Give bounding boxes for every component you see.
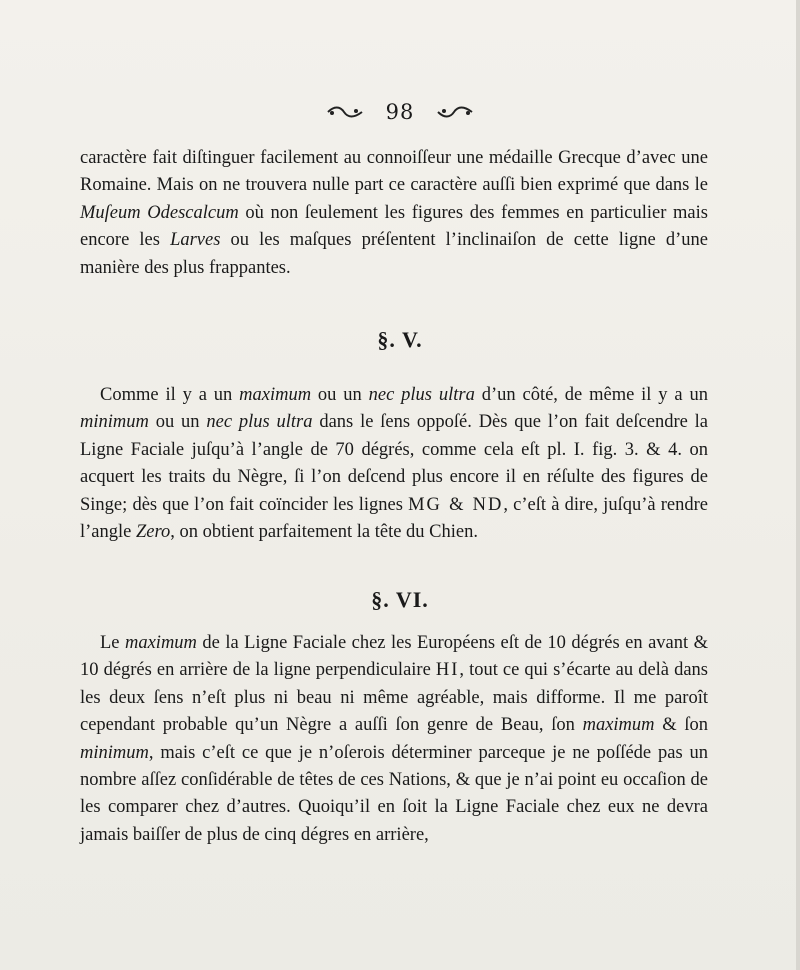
left-ornament-icon xyxy=(326,105,364,119)
section-v-paragraph: Comme il y a un maximum ou un nec plus ultra d’un côté, de même il y a un minimum ou un nec plus ultra dans le ſens oppoſé. Dès que l’on fait deſcendre la Ligne Faciale juſqu’à l’angle de 70 dégrés, comme cela eſt pl. I. fig. 3. & 4. on acquert les traits du Nègre, ſi l’on deſcend plus encore il en réſulte des figures de Singe; dès que l’on fait coïncider les lignes MG & ND, c’eſt à dire, juſqu’à rendre l’angle Zero, on obtient parfaitement la tête du Chien. xyxy=(80,385,709,543)
section-vi-paragraph: Le maximum de la Ligne Faciale chez les Européens eſt de 10 dégrés en avant & 10 dégrés en arrière de la ligne perpendiculaire HI, tout ce qui s’écarte au delà dans les deux ſens n’eſt plus ni beau ni même agréable, mais difforme. Il me paroît cependant probable qu’un Nègre a auſſi ſon genre de Beau, ſon maximum & ſon minimum, mais c’eſt ce que je n’oſerois déterminer parceque je ne poſſéde pas un nombre aſſez conſidérable de têtes de ces Nations, & que je n’ai point eu occaſion de les comparer chez d’autres. Quoiqu’il en ſoit la Ligne Faciale chez eux ne devra jamais baiſſer de plus de cinq dégres en arrière, xyxy=(80,633,708,845)
page-header xyxy=(0,98,800,124)
right-ornament-icon xyxy=(436,105,474,119)
section-heading-v: §. V. xyxy=(377,327,423,352)
section-heading-vi: §. VI. xyxy=(371,587,429,612)
page-edge xyxy=(796,0,800,970)
page-number: 98 xyxy=(385,99,415,124)
paragraph-continuation: caractère fait diſtinguer facilement au connoiſſeur une médaille Grecque d’avec une Romaine. Mais on ne trouvera nulle part ce caractère auſſi bien exprimé que dans le Muſeum Odescalcum où non ſeulement les figures des femmes en particulier mais encore les Larves ou les maſques préſentent l’inclinaiſon de cette ligne d’une manière des plus frappantes. xyxy=(80,148,708,278)
